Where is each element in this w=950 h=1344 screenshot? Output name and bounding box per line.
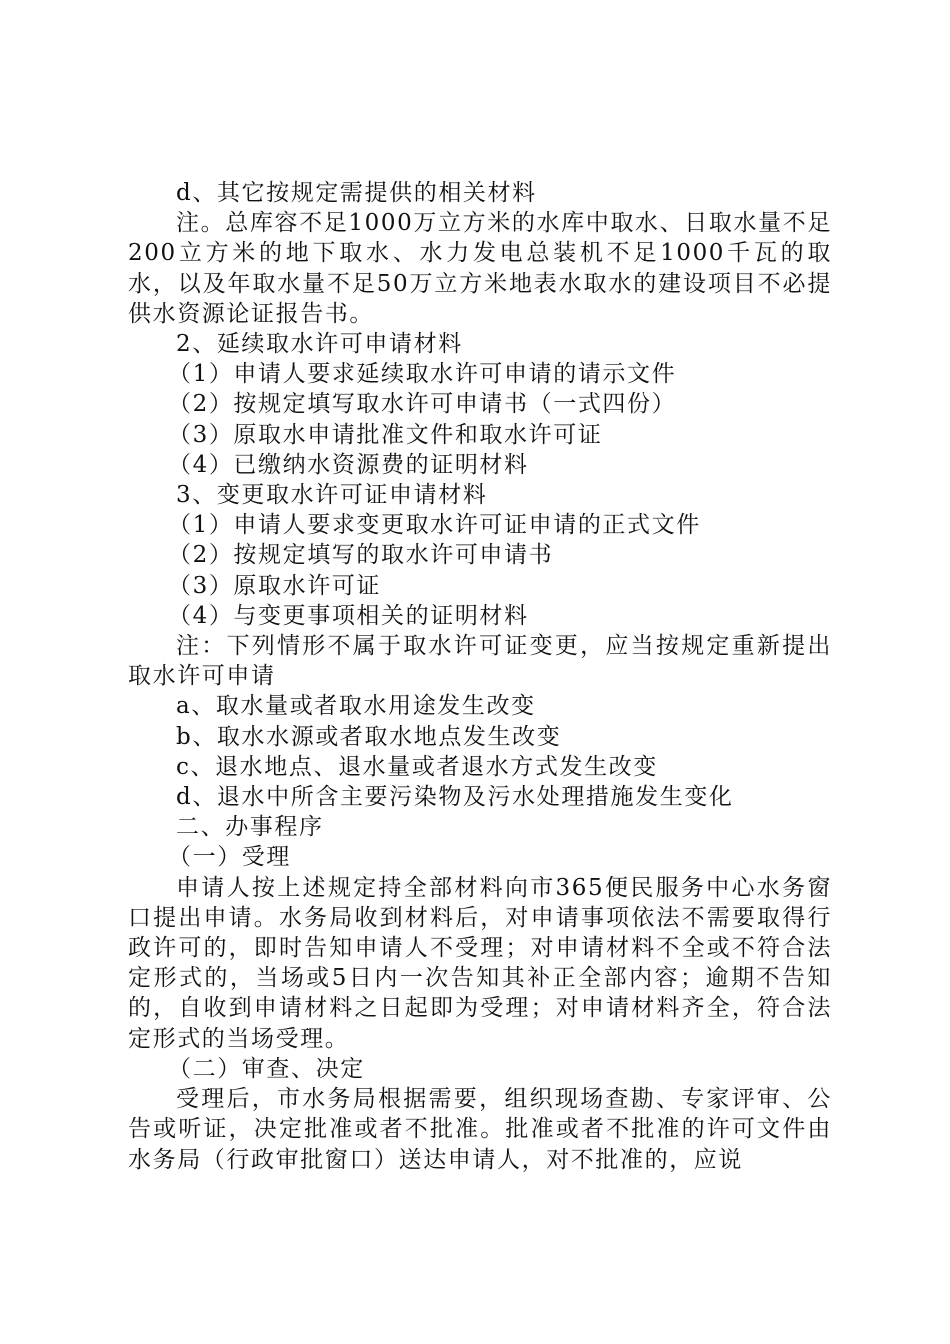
paragraph-note-reapply: 注：下列情形不属于取水许可证变更，应当按规定重新提出取水许可申请 bbox=[128, 633, 832, 690]
list-item-renewal-3: （3）原取水申请批准文件和取水许可证 bbox=[168, 421, 603, 448]
subsection-heading-review-decision: （二）审查、决定 bbox=[168, 1055, 365, 1082]
paragraph-item-d-other-materials: d、其它按规定需提供的相关材料 bbox=[176, 180, 537, 206]
section-heading-procedure: 二、办事程序 bbox=[176, 814, 324, 841]
paragraph-review-decision: 受理后，市水务局根据需要，组织现场查勘、专家评审、公告或听证，决定批准或者不批准。批准或者不批准的许可文件由水务局（行政审批窗口）送达申请人，对不批准的，应说 bbox=[128, 1086, 832, 1173]
list-item-reapply-a: a、取水量或者取水用途发生改变 bbox=[176, 693, 536, 720]
list-item-change-2: （2）按规定填写的取水许可申请书 bbox=[168, 542, 554, 569]
paragraph-acceptance: 申请人按上述规定持全部材料向市365便民服务中心水务窗口提出申请。水务局收到材料后，对申请事项依法不需要取得行政许可的，即时告知申请人不受理；对申请材料不全或不符合法定形式的，当场或5日内一次告知其补正全部内容；逾期不告知的，自收到申请材料之日起即为受理；对申请材料齐全，符合法定形式的当场受理。 bbox=[128, 874, 832, 1052]
list-item-renewal-1: （1）申请人要求延续取水许可申请的请示文件 bbox=[168, 361, 677, 388]
list-item-reapply-c: c、退水地点、退水量或者退水方式发生改变 bbox=[176, 753, 658, 780]
paragraph-note-exemption: 注。总库容不足1000万立方米的水库中取水、日取水量不足200立方米的地下取水、水力发电总装机不足1000千瓦的取水，以及年取水量不足50万立方米地表水取水的建设项目不必提供水资源论证报告书。 bbox=[128, 210, 832, 327]
list-item-renewal-4: （4）已缴纳水资源费的证明材料 bbox=[168, 451, 529, 478]
subsection-heading-acceptance: （一）受理 bbox=[168, 844, 291, 871]
list-item-reapply-d: d、退水中所含主要污染物及污水处理措施发生变化 bbox=[176, 784, 734, 811]
section-heading-renewal-materials: 2、延续取水许可申请材料 bbox=[176, 331, 463, 358]
list-item-change-1: （1）申请人要求变更取水许可证申请的正式文件 bbox=[168, 512, 701, 539]
list-item-renewal-2: （2）按规定填写取水许可申请书（一式四份） bbox=[168, 391, 677, 418]
section-heading-change-materials: 3、变更取水许可证申请材料 bbox=[176, 482, 488, 509]
list-item-reapply-b: b、取水水源或者取水地点发生改变 bbox=[176, 723, 562, 750]
list-item-change-4: （4）与变更事项相关的证明材料 bbox=[168, 602, 529, 629]
list-item-change-3: （3）原取水许可证 bbox=[168, 572, 382, 599]
document-body bbox=[128, 178, 832, 1175]
